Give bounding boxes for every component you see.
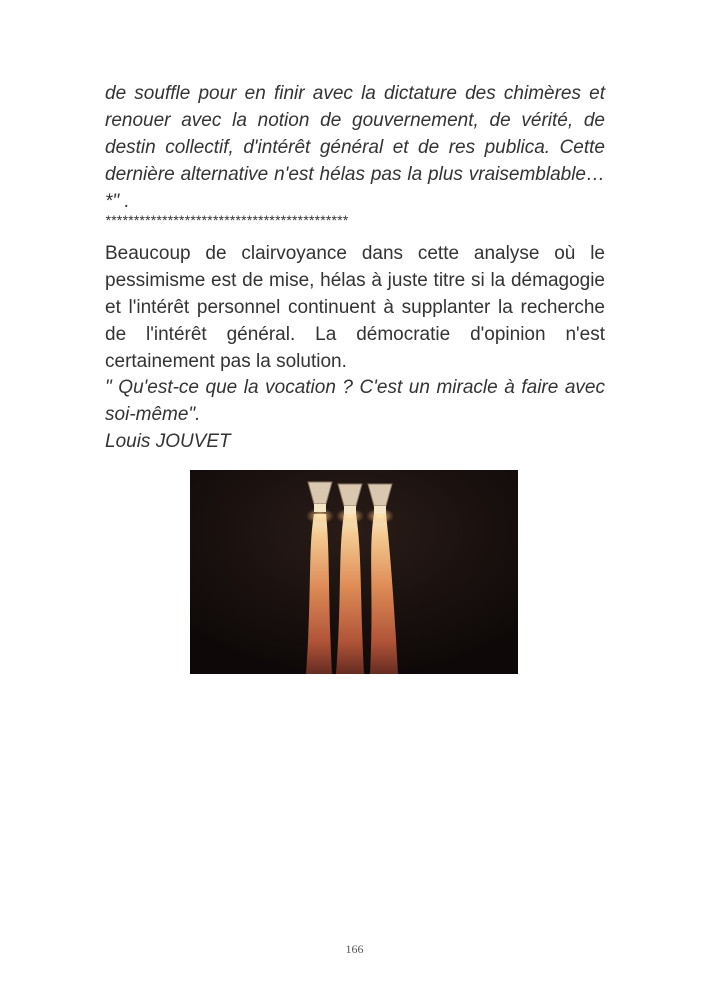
rocket-launch-photo <box>190 470 518 674</box>
page-number: 166 <box>345 942 364 956</box>
separator-line: ******************************************* <box>105 212 348 228</box>
quote-paragraph: de souffle pour en finir avec la dictature des chimères et renouer avec la notion de gouvernement, de vérité, de destin collectif, d'intérêt général et de res publica. Cette dernière alternative n'est hélas pas la plus vraisemblable…*" . <box>105 83 605 212</box>
comment-paragraph: Beaucoup de clairvoyance dans cette analyse où le pessimisme est de mise, hélas à juste titre si la démagogie et l'intérêt personnel continuent à supplanter la recherche de l'intérêt général. La démocratie d'opinion n'est certainement pas la solution. <box>105 243 605 372</box>
citation-author: Louis JOUVET <box>105 431 231 452</box>
citation-quote: " Qu'est-ce que la vocation ? C'est un miracle à faire avec soi-même". <box>105 377 605 425</box>
